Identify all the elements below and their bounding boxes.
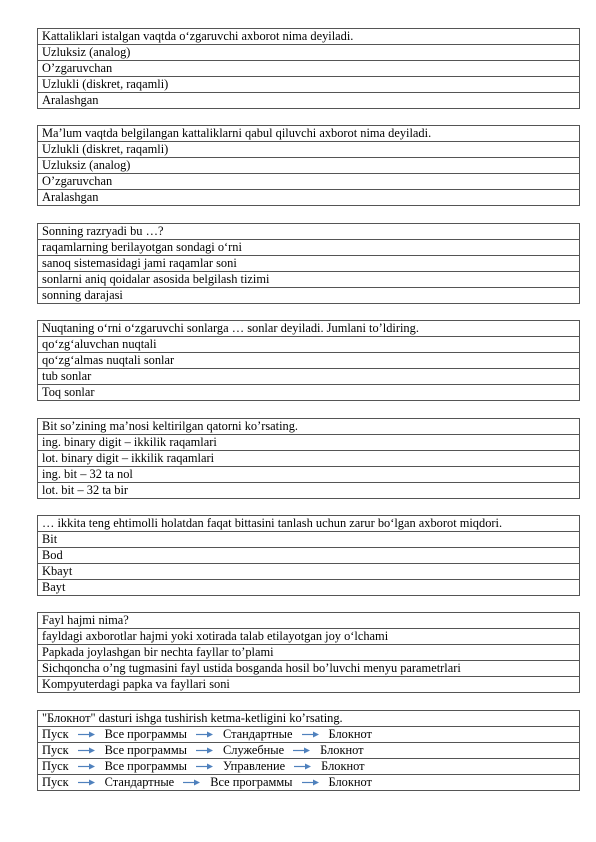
option-row	[38, 563, 580, 579]
sequence	[42, 759, 575, 774]
right-arrow-icon	[78, 730, 95, 739]
option-text: Aralashgan	[38, 93, 580, 109]
sequence-step: Стандартные	[223, 726, 293, 741]
question-block-1	[37, 28, 580, 109]
right-arrow-icon	[78, 746, 95, 755]
option-row	[38, 61, 580, 77]
sequence-step: Пуск	[42, 726, 69, 741]
option-text: Bit	[38, 531, 580, 547]
question-text: Sonning razryadi bu …?	[38, 223, 580, 239]
sequence-step: Все программы	[210, 774, 293, 789]
option-text: Toq sonlar	[38, 385, 580, 401]
right-arrow-icon	[302, 730, 319, 739]
option-row	[38, 287, 580, 303]
right-arrow-icon	[78, 762, 95, 771]
sequence-step: Пуск	[42, 758, 69, 773]
sequence-step: Управление	[223, 758, 286, 773]
option-row	[38, 677, 580, 693]
sequence-step: Блокнот	[328, 726, 372, 741]
option-row	[38, 482, 580, 498]
option-row	[38, 174, 580, 190]
option-row	[38, 255, 580, 271]
question-row	[38, 126, 580, 142]
option-row	[38, 369, 580, 385]
question-block-2	[37, 125, 580, 206]
option-text: ing. binary digit – ikkilik raqamlari	[38, 434, 580, 450]
sequence-step: Все программы	[104, 742, 187, 757]
option-row	[38, 579, 580, 595]
option-text: raqamlarning berilayotgan sondagi o‘rni	[38, 239, 580, 255]
right-arrow-icon	[183, 778, 200, 787]
option-text: O’zgaruvchan	[38, 61, 580, 77]
sequence-option-row	[38, 774, 580, 790]
option-text: Papkada joylashgan bir nechta fayllar to’plami	[38, 645, 580, 661]
sequence-option-row	[38, 726, 580, 742]
sequence	[42, 743, 575, 758]
question-row	[38, 29, 580, 45]
question-text: Bit so’zining ma’nosi keltirilgan qatorni ko’rsating.	[38, 418, 580, 434]
option-row	[38, 239, 580, 255]
option-row	[38, 158, 580, 174]
sequence-step: Все программы	[104, 758, 187, 773]
option-text: sonlarni aniq qoidalar asosida belgilash tizimi	[38, 271, 580, 287]
sequence-option	[38, 726, 580, 742]
question-block-6	[37, 515, 580, 596]
question-block-3	[37, 223, 580, 304]
sequence-step: Служебные	[223, 742, 285, 757]
right-arrow-icon	[78, 778, 95, 787]
right-arrow-icon	[196, 730, 213, 739]
option-text: qo‘zg‘almas nuqtali sonlar	[38, 353, 580, 369]
right-arrow-icon	[302, 778, 319, 787]
question-row	[38, 613, 580, 629]
option-row	[38, 77, 580, 93]
question-text: Ma’lum vaqtda belgilangan kattaliklarni qabul qiluvchi axborot nima deyiladi.	[38, 126, 580, 142]
right-arrow-icon	[196, 762, 213, 771]
option-row	[38, 385, 580, 401]
question-row	[38, 418, 580, 434]
question-row	[38, 223, 580, 239]
option-text: sanoq sistemasidagi jami raqamlar soni	[38, 255, 580, 271]
option-row	[38, 190, 580, 206]
question-block-7	[37, 612, 580, 693]
question-text: … ikkita teng ehtimolli holatdan faqat bittasini tanlash uchun zarur bo‘lgan axborot miqdori.	[38, 515, 580, 531]
question-row	[38, 321, 580, 337]
question-row	[38, 710, 580, 726]
sequence-step: Все программы	[104, 726, 187, 741]
right-arrow-icon	[293, 746, 310, 755]
question-block-5	[37, 418, 580, 499]
sequence-option-row	[38, 758, 580, 774]
sequence-option	[38, 742, 580, 758]
option-row	[38, 142, 580, 158]
sequence-option-row	[38, 742, 580, 758]
right-arrow-icon	[294, 762, 311, 771]
option-text: fayldagi axborotlar hajmi yoki xotirada talab etilayotgan joy o‘lchami	[38, 629, 580, 645]
option-text: tub sonlar	[38, 369, 580, 385]
option-row	[38, 466, 580, 482]
option-row	[38, 531, 580, 547]
option-row	[38, 645, 580, 661]
test-page	[37, 28, 580, 807]
option-text: Uzluksiz (analog)	[38, 158, 580, 174]
question-text: Fayl hajmi nima?	[38, 613, 580, 629]
option-row	[38, 45, 580, 61]
sequence-option	[38, 774, 580, 790]
sequence-step: Блокнот	[320, 742, 364, 757]
option-row	[38, 547, 580, 563]
option-row	[38, 353, 580, 369]
option-row	[38, 450, 580, 466]
right-arrow-icon	[196, 746, 213, 755]
option-text: ing. bit – 32 ta nol	[38, 466, 580, 482]
option-row	[38, 629, 580, 645]
option-text: Bayt	[38, 579, 580, 595]
question-row	[38, 515, 580, 531]
option-row	[38, 271, 580, 287]
option-text: Sichqoncha o’ng tugmasini fayl ustida bosganda hosil bo’luvchi menyu parametrlari	[38, 661, 580, 677]
option-row	[38, 434, 580, 450]
option-text: lot. binary digit – ikkilik raqamlari	[38, 450, 580, 466]
question-block-4	[37, 320, 580, 401]
option-text: Uzlukli (diskret, raqamli)	[38, 142, 580, 158]
option-row	[38, 337, 580, 353]
sequence-step: Блокнот	[328, 774, 372, 789]
option-text: lot. bit – 32 ta bir	[38, 482, 580, 498]
sequence-step: Блокнот	[321, 758, 365, 773]
option-text: Kbayt	[38, 563, 580, 579]
option-text: sonning darajasi	[38, 287, 580, 303]
sequence-step: Пуск	[42, 774, 69, 789]
option-text: Kompyuterdagi papka va fayllari soni	[38, 677, 580, 693]
option-text: Bod	[38, 547, 580, 563]
option-text: qo‘zg‘aluvchan nuqtali	[38, 337, 580, 353]
option-row	[38, 661, 580, 677]
option-row	[38, 93, 580, 109]
option-text: Aralashgan	[38, 190, 580, 206]
question-text: Nuqtaning o‘rni o‘zgaruvchi sonlarga … sonlar deyiladi. Jumlani to’ldiring.	[38, 321, 580, 337]
sequence-step: Стандартные	[104, 774, 175, 789]
question-text: "Блокнот" dasturi ishga tushirish ketma-ketligini ko’rsating.	[38, 710, 580, 726]
sequence-step: Пуск	[42, 742, 69, 757]
option-text: Uzluksiz (analog)	[38, 45, 580, 61]
question-text: Kattaliklari istalgan vaqtda o‘zgaruvchi axborot nima deyiladi.	[38, 29, 580, 45]
sequence-option	[38, 758, 580, 774]
option-text: Uzlukli (diskret, raqamli)	[38, 77, 580, 93]
sequence	[42, 775, 575, 790]
sequence	[42, 727, 575, 742]
question-block-8	[37, 710, 580, 791]
option-text: O’zgaruvchan	[38, 174, 580, 190]
